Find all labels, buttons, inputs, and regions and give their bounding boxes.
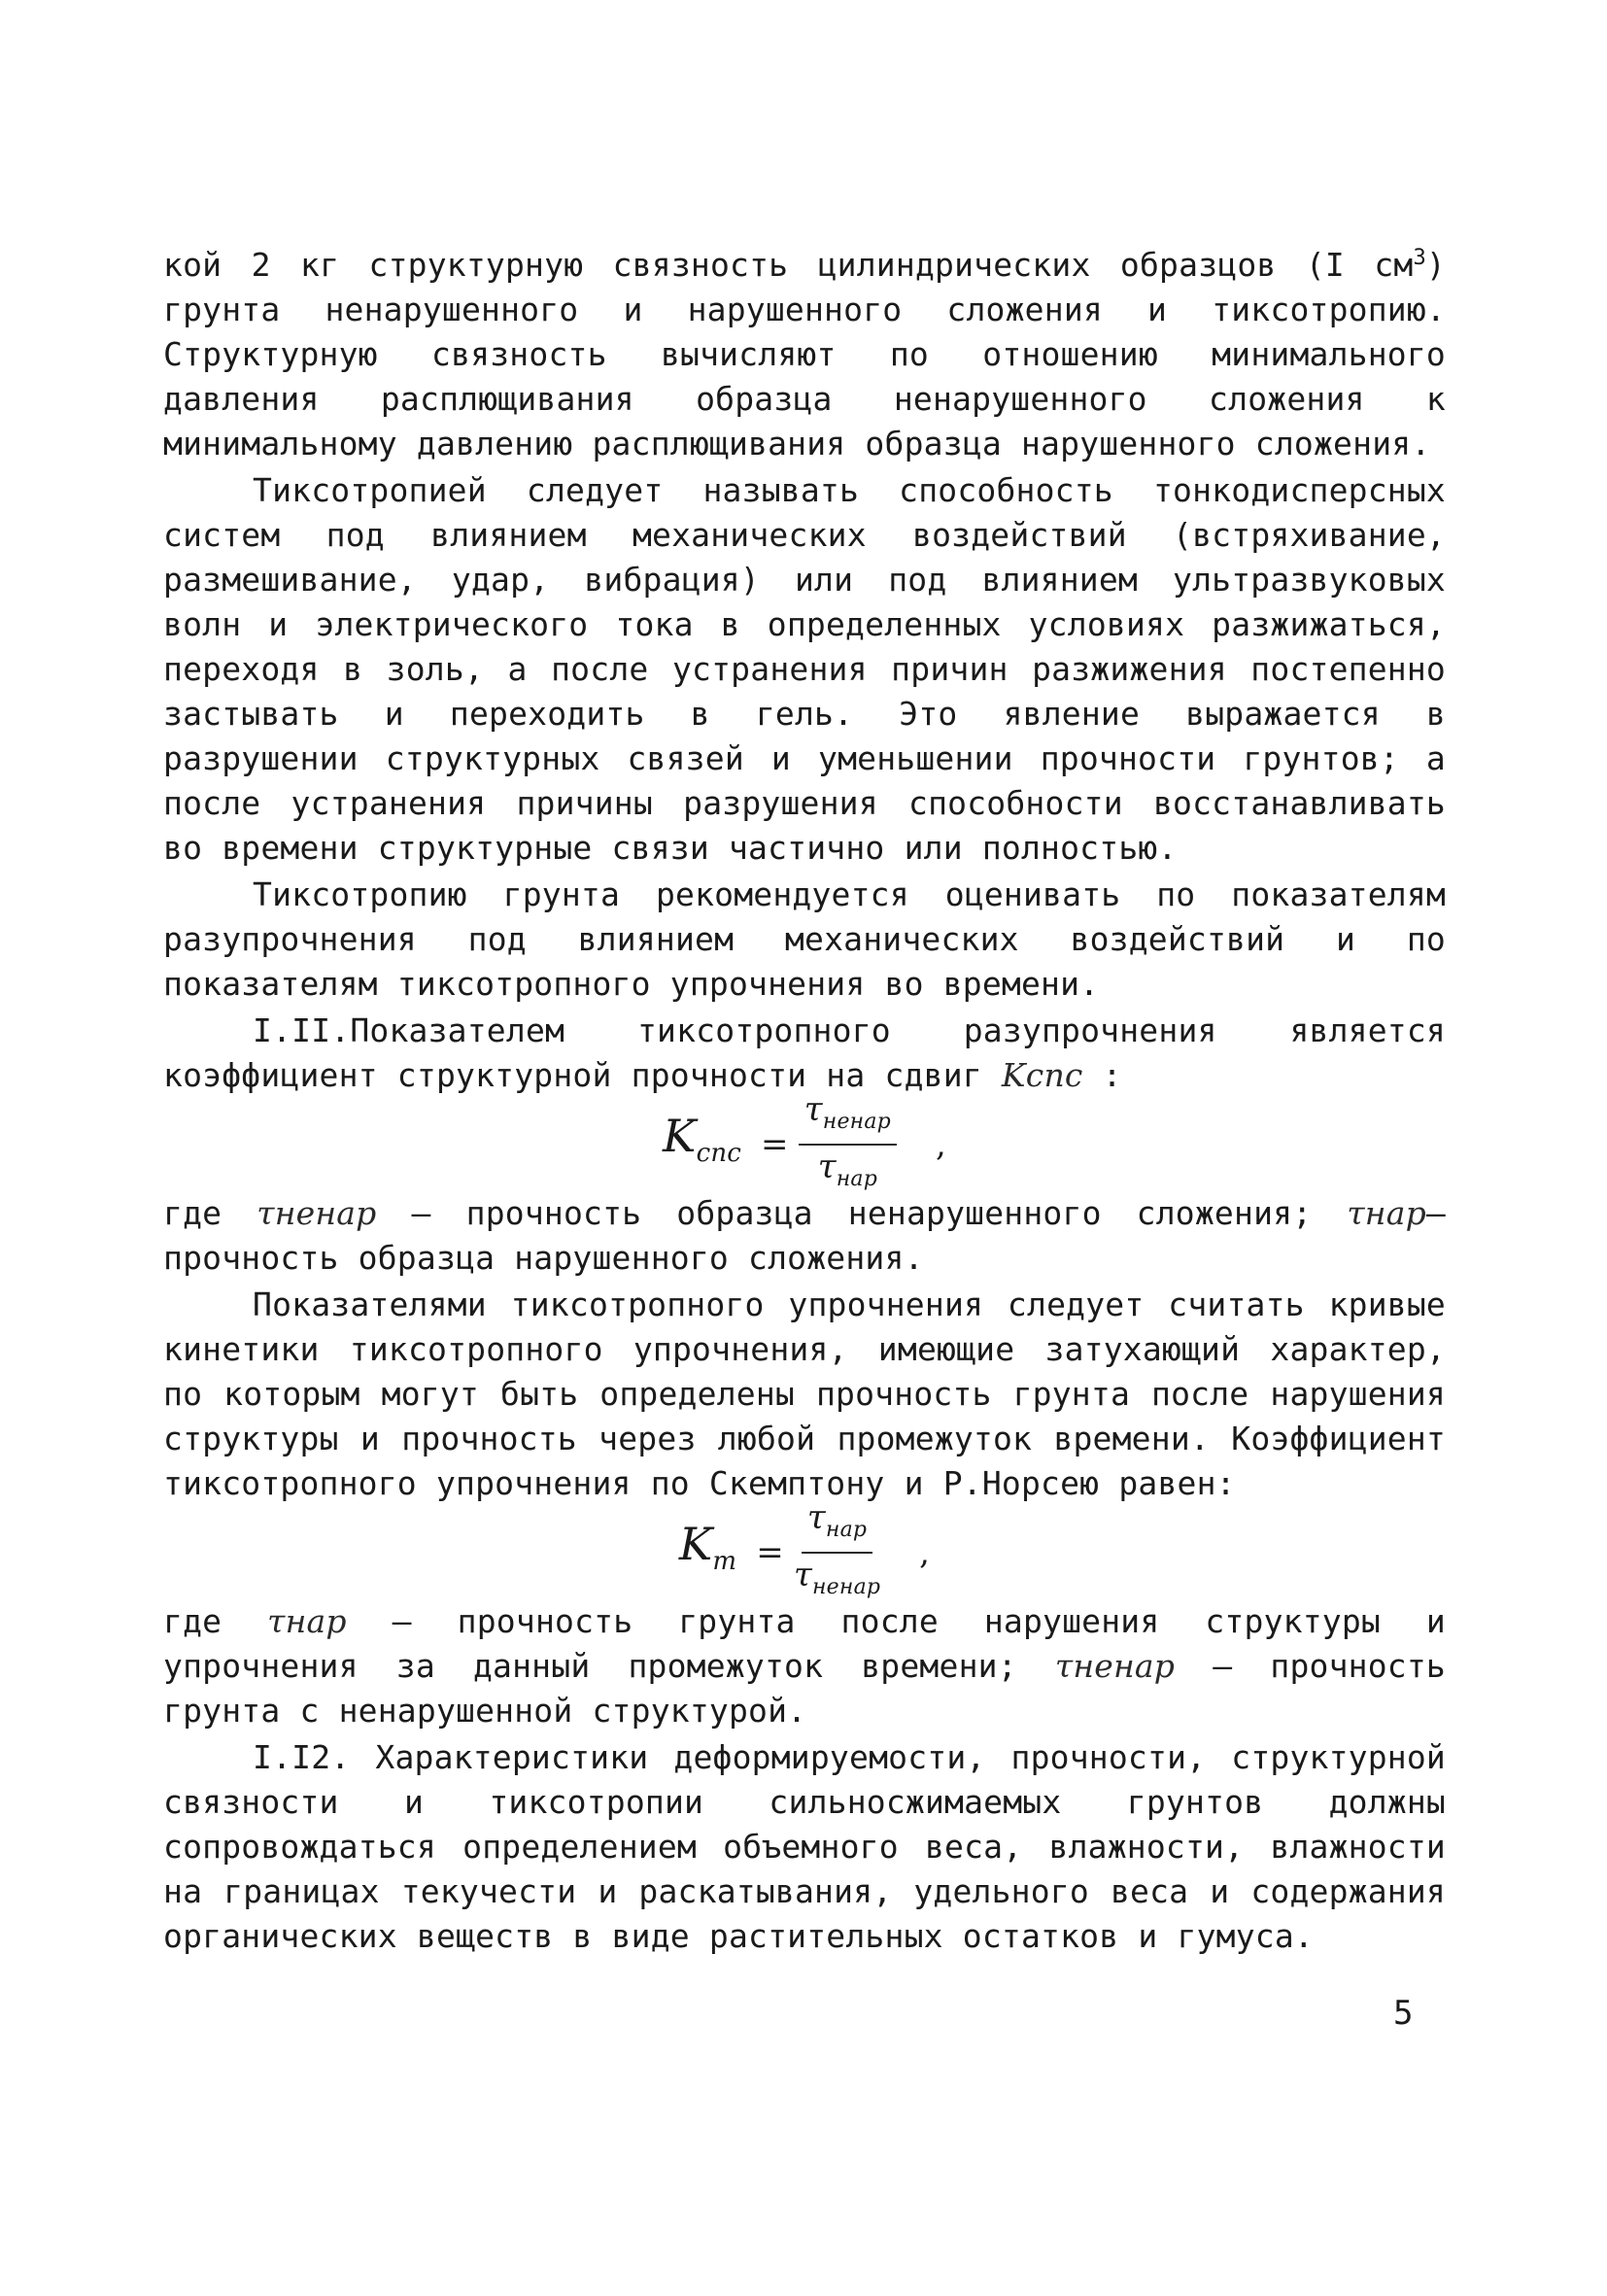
formula-2-k: K xyxy=(678,1517,713,1570)
paragraph-3: Тиксотропию грунта рекомендуется оценивать по показателям разупрочнения под влиянием механических воздействий и по показателям тиксотропного упрочнения во времени. xyxy=(163,875,1446,1003)
paragraph-2: Тиксотропией следует называть способность тонкодисперсных систем под влиянием механических воздействий (встряхивание, размешивание, удар, вибрация) или под влиянием ультразвуковых волн и электрического тока в определенных условиях разжижаться, переходя в золь, а после устранения причин разжижения постепенно застывать и переходить в гель. Это явление выражается в разрушении структурных связей и уменьшении прочности грунтов; а после устранения причины разрушения способности восстанавливать во времени структурные связи частично или полностью. xyxy=(163,471,1446,867)
formula-k-m xyxy=(163,1498,1446,1599)
superscript-3: 3 xyxy=(1413,246,1426,270)
paragraph-where-2 xyxy=(163,1599,1446,1733)
formula-1-den-sub: нар xyxy=(836,1166,878,1191)
formula-k-sps xyxy=(163,1090,1446,1191)
symbol-k-sps: Kспс xyxy=(1001,1056,1083,1094)
formula-1-fraction xyxy=(799,1090,897,1199)
paragraph-1-11 xyxy=(163,1009,1446,1098)
symbol-tau-nenar-1: τненар xyxy=(256,1194,377,1232)
formula-1-equals: = xyxy=(761,1125,789,1164)
formula-2-lhs xyxy=(678,1517,737,1584)
formula-2-equals: = xyxy=(756,1533,784,1572)
symbol-tau-nar-1: τнар xyxy=(1347,1194,1426,1232)
paragraph-where-1 xyxy=(163,1191,1446,1281)
where-2-text-b: – прочность грунта с ненарушенной структурой. xyxy=(163,1647,1446,1730)
formula-1-k-sub: спс xyxy=(696,1139,742,1169)
formula-2-k-sub: m xyxy=(712,1547,737,1577)
where-1: где xyxy=(163,1194,222,1232)
paragraph-1-11-text: I.II.Показателем тиксотропного разупрочнения является коэффициент структурной прочности на сдвиг xyxy=(163,1011,1446,1094)
formula-2-numerator xyxy=(802,1498,872,1554)
paragraph-1-end: ) грунта ненарушенного и нарушенного сложения и тиксотропию. Структурную связность вычисляют по отношению минимального давления расплющивания образца ненарушенного сложения к минимальному давлению расплющивания образца нарушенного сложения. xyxy=(163,246,1446,463)
formula-1-den-tau: τ xyxy=(817,1148,837,1186)
where-1-text-a: – прочность образца ненарушенного сложения; xyxy=(411,1194,1313,1232)
formula-2-den-tau: τ xyxy=(793,1556,812,1594)
formula-2-fraction xyxy=(794,1498,880,1607)
symbol-tau-nenar-2: τненар xyxy=(1054,1647,1176,1685)
symbol-tau-nar-2: τнар xyxy=(267,1602,347,1640)
formula-1-num-tau: τ xyxy=(804,1090,823,1130)
formula-1-comma: , xyxy=(935,1125,946,1164)
formula-2-den-sub: ненар xyxy=(811,1574,881,1599)
formula-1-k: K xyxy=(663,1109,697,1162)
page-number: 5 xyxy=(1393,1994,1414,2033)
colon: : xyxy=(1102,1056,1122,1094)
formula-1-lhs xyxy=(663,1109,742,1176)
paragraph-6: Показателями тиксотропного упрочнения следует считать кривые кинетики тиксотропного упрочнения, имеющие затухающий характер, по которым могут быть определены прочность грунта после нарушения структуры и прочность через любой промежуток времени. Коэффициент тиксотропного упрочнения по Скемптону и Р.Норсею равен: xyxy=(163,1285,1446,1502)
formula-1-num-sub: ненар xyxy=(822,1110,891,1134)
paragraph-1 xyxy=(163,243,1446,466)
formula-2-comma: , xyxy=(919,1533,931,1572)
where-2: где xyxy=(163,1602,222,1640)
where-2-text-a: – прочность грунта после нарушения структуры и упрочнения за данный промежуток времени; xyxy=(163,1602,1446,1685)
formula-2-num-sub: нар xyxy=(825,1518,868,1542)
where-1-text-b: –прочность образца нарушенного сложения. xyxy=(163,1194,1446,1277)
formula-2-num-tau: τ xyxy=(806,1498,826,1538)
paragraph-1-text: кой 2 кг структурную связность цилиндрических образцов (I см xyxy=(163,246,1414,284)
formula-1-numerator xyxy=(799,1090,897,1146)
paragraph-1-12: I.I2. Характеристики деформируемости, прочности, структурной связности и тиксотропии сильносжимаемых грунтов должны сопровождаться определением объемного веса, влажности, влажности на границах текучести и раскатывания, удельного веса и содержания органических веществ в виде растительных остатков и гумуса. xyxy=(163,1738,1446,1955)
body-text xyxy=(163,243,1446,1959)
